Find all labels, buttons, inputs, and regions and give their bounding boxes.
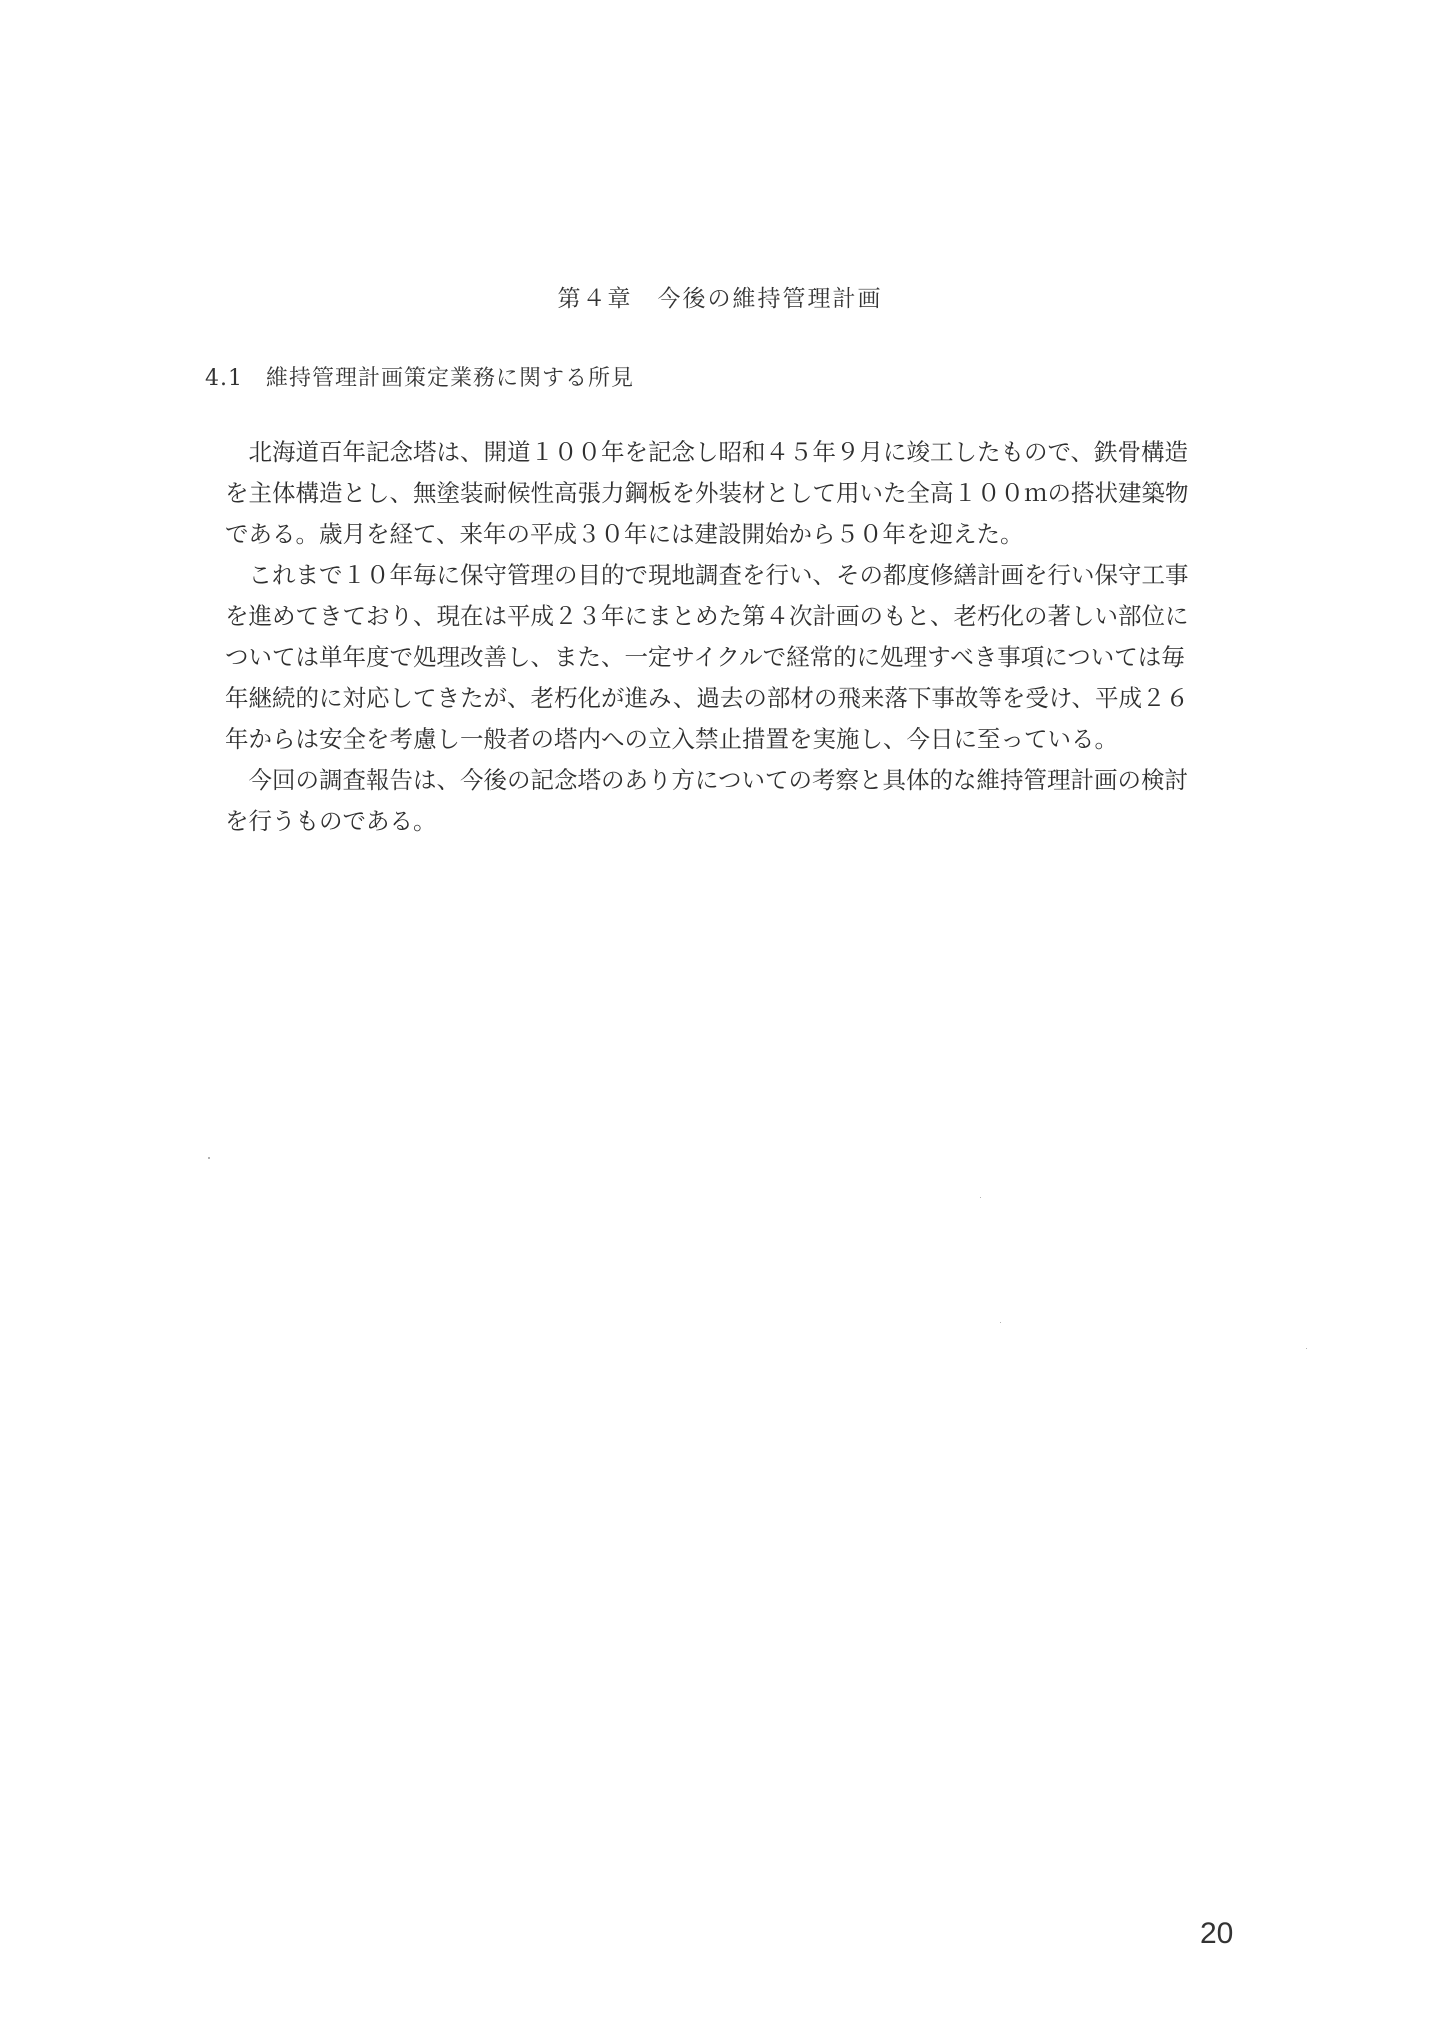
paragraph-3: 今回の調査報告は、今後の記念塔のあり方についての考察と具体的な維持管理計画の検討を行うものである。: [225, 766, 1189, 835]
section-heading: 4.1 維持管理計画策定業務に関する所見: [205, 366, 634, 391]
page-number: 20: [1200, 1917, 1234, 1950]
paragraph-1: 北海道百年記念塔は、開道１００年を記念し昭和４５年９月に竣工したもので、鉄骨構造を主体構造とし、無塗装耐候性高張力鋼板を外装材として用いた全高１００ｍの搭状建築物である。歳月を経て、来年の平成３０年には建設開始から５０年を迎えた。: [225, 438, 1189, 548]
body-text: [225, 432, 1195, 842]
scan-speck: [1000, 1322, 1001, 1323]
scan-speck: [208, 1157, 210, 1159]
scan-speck: [980, 1197, 981, 1198]
paragraph-2: これまで１０年毎に保守管理の目的で現地調査を行い、その都度修繕計画を行い保守工事を進めてきており、現在は平成２３年にまとめた第４次計画のもと、老朽化の著しい部位については単年度で処理改善し、また、一定サイクルで経常的に処理すべき事項については毎年継続的に対応してきたが、老朽化が進み、過去の部材の飛来落下事故等を受け、平成２６年からは安全を考慮し一般者の塔内への立入禁止措置を実施し、今日に至っている。: [225, 561, 1189, 753]
chapter-title: 第４章 今後の維持管理計画: [557, 286, 883, 312]
scan-speck: [1306, 1348, 1307, 1349]
